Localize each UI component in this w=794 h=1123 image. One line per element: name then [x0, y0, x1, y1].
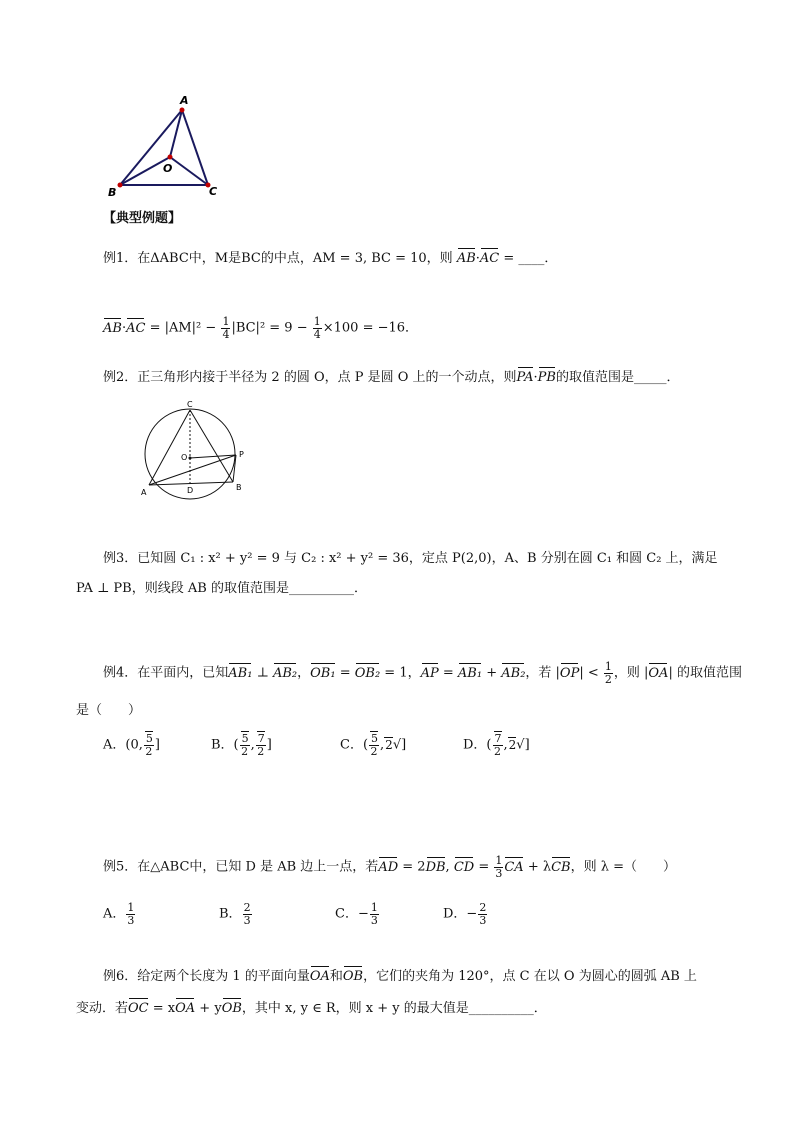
and-text: 和 — [329, 969, 343, 984]
option-b[interactable]: B．( $\frac{5}{2}$ , $\frac{7}{2}$ ] — [211, 732, 272, 758]
example-1-blank: = ____． — [499, 251, 558, 266]
vector-oa-2: OA — [175, 1001, 196, 1016]
vector-ca: CA — [504, 859, 524, 875]
option-d[interactable]: D．( $\frac{7}{2}$ ,2√] — [463, 732, 530, 758]
vector-ob-2: OB — [221, 1001, 242, 1016]
example-2-label: 例2． — [103, 370, 138, 385]
label-a: A — [180, 94, 189, 107]
vector-ob: OB — [342, 969, 364, 984]
example-5-label: 例5． — [103, 859, 138, 875]
third-fraction: $\frac{1}{3}$ — [495, 854, 503, 880]
vector-ab2: AB₂ — [272, 665, 298, 681]
label-o: O — [163, 162, 173, 175]
solution-part3: ×100 = −16． — [322, 320, 419, 336]
range-text: | 的取值范围 — [668, 665, 742, 681]
example-4-line-1 — [103, 661, 742, 685]
equals-2db: = 2 — [398, 859, 426, 875]
vector-cb: CB — [551, 859, 571, 875]
example-4-text-1: 在平面内，已知 — [137, 665, 229, 681]
solution-part1: = |AM|² − — [145, 320, 221, 336]
equals-2: = — [438, 665, 458, 681]
example-5-tail: ，则 λ =（ ） — [570, 859, 677, 875]
label-c: C — [209, 185, 218, 198]
plus-lambda: + λ — [523, 859, 552, 875]
circle-figure — [137, 398, 257, 503]
example-5-text: 在△ABC中，已知 D 是 AB 边上一点，若 — [137, 859, 379, 875]
example-5 — [103, 855, 676, 879]
example-6-text-3: 变动．若 — [76, 1001, 129, 1016]
vector-ab2-b: AB₂ — [501, 665, 526, 681]
vector-oa: OA — [309, 969, 330, 984]
solution-fraction-1: $\frac{1}{4}$ — [222, 315, 230, 341]
vector-ob2: OB₂ — [354, 665, 381, 681]
fig2-label-p: P — [239, 450, 244, 459]
example-3-line-2: PA ⊥ PB，则线段 AB 的取值范围是__________． — [76, 581, 367, 596]
equals-one: = 1， — [380, 665, 421, 681]
solution-vector-ac: AC — [126, 320, 146, 336]
vector-op: OP — [559, 665, 580, 681]
vector-ab1: AB₁ — [228, 665, 253, 681]
vector-oc: OC — [128, 1001, 149, 1016]
example-3-line-1 — [103, 551, 718, 567]
example-2-text: 正三角形内接于半径为 2 的圆 O，点 P 是圆 O 上的一个动点，则 — [137, 370, 517, 385]
example-4-label: 例4． — [103, 665, 138, 681]
vector-ap: AP — [420, 665, 439, 681]
label-b: B — [108, 186, 117, 199]
then-text: ，则 | — [613, 665, 649, 681]
vector-ab1-b: AB₁ — [457, 665, 483, 681]
vector-ab: AB — [456, 251, 476, 266]
option-b[interactable]: B． $\frac{2}{3}$ — [219, 901, 251, 927]
example-3-label: 例3． — [103, 551, 138, 566]
vector-cd: CD — [453, 859, 475, 875]
plus: + — [482, 665, 502, 681]
solution-vector-ab: AB — [103, 320, 122, 336]
option-c[interactable]: C．− $\frac{1}{3}$ — [335, 901, 378, 927]
less-than: | < — [579, 665, 603, 681]
separator: ， — [297, 665, 311, 681]
if-text: ，若 | — [525, 665, 560, 681]
example-1-solution: AB·AC = |AM|² − $\frac{1}{4}$ |BC|² = 9 − $\frac{1}{4}$ ×100 = −16． — [103, 315, 419, 341]
example-6-text-1: 给定两个长度为 1 的平面向量 — [137, 969, 310, 984]
solution-fraction-2: $\frac{1}{4}$ — [313, 315, 321, 341]
fig2-label-a: A — [141, 488, 147, 497]
perp-symbol: ⊥ — [252, 665, 273, 681]
vector-ad: AD — [378, 859, 399, 875]
example-6-text-4: ，其中 x, y ∈ R，则 x + y 的最大值是__________． — [241, 1001, 547, 1016]
option-d[interactable]: D．− $\frac{2}{3}$ — [443, 901, 487, 927]
example-3-text-1: 已知圆 C₁ : x² + y² = 9 与 C₂ : x² + y² = 36，定点 P(2,0)，A、B 分别在圆 C₁ 和圆 C₂ 上，满足 — [137, 551, 718, 566]
plus-y: + y — [195, 1001, 222, 1016]
option-a[interactable]: A．(0, $\frac{5}{2}$ ] — [103, 732, 160, 758]
example-1: 例1．在ΔABC中，M是BC的中点，AM = 3, BC = 10，则 AB·AC = ____． — [103, 251, 558, 266]
example-2: 例2．正三角形内接于半径为 2 的圆 O，点 P 是圆 O 上的一个动点，则PA·PB的取值范围是_____． — [103, 370, 680, 385]
equals-x: = x — [148, 1001, 176, 1016]
option-c[interactable]: C．( $\frac{5}{2}$ ,2√] — [340, 732, 407, 758]
fig2-label-o: O — [181, 453, 188, 462]
triangle-figure — [100, 92, 230, 202]
example-2-tail: 的取值范围是_____． — [555, 370, 680, 385]
vector-ob1: OB₁ — [310, 665, 336, 681]
equals: = — [474, 859, 494, 875]
half-fraction: $\frac{1}{2}$ — [604, 660, 612, 686]
comma: , — [445, 859, 454, 875]
vector-oa: OA — [648, 665, 669, 681]
example-1-label: 例1． — [103, 251, 138, 266]
example-6-label: 例6． — [103, 969, 138, 984]
vector-db: DB — [425, 859, 446, 875]
fig2-label-c: C — [187, 400, 193, 409]
equals: = — [335, 665, 355, 681]
example-1-text: 在ΔABC中，M是BC的中点，AM = 3, BC = 10，则 — [137, 251, 453, 266]
vector-pa: PA — [516, 370, 534, 385]
example-4-line-2: 是（ ） — [76, 703, 142, 718]
example-6-text-2: ，它们的夹角为 120°，点 C 在以 O 为圆心的圆弧 AB 上 — [363, 969, 697, 984]
section-heading: 【典型例题】 — [103, 211, 182, 226]
vector-pb: PB — [537, 370, 556, 385]
fig2-label-b: B — [236, 483, 242, 492]
solution-part2: |BC|² = 9 − — [231, 320, 312, 336]
fig2-label-d: D — [187, 486, 194, 495]
example-6-line-2 — [76, 1001, 547, 1017]
option-a[interactable]: A． $\frac{1}{3}$ — [103, 901, 135, 927]
example-6-line-1 — [103, 969, 697, 985]
vector-ac: AC — [479, 251, 500, 266]
